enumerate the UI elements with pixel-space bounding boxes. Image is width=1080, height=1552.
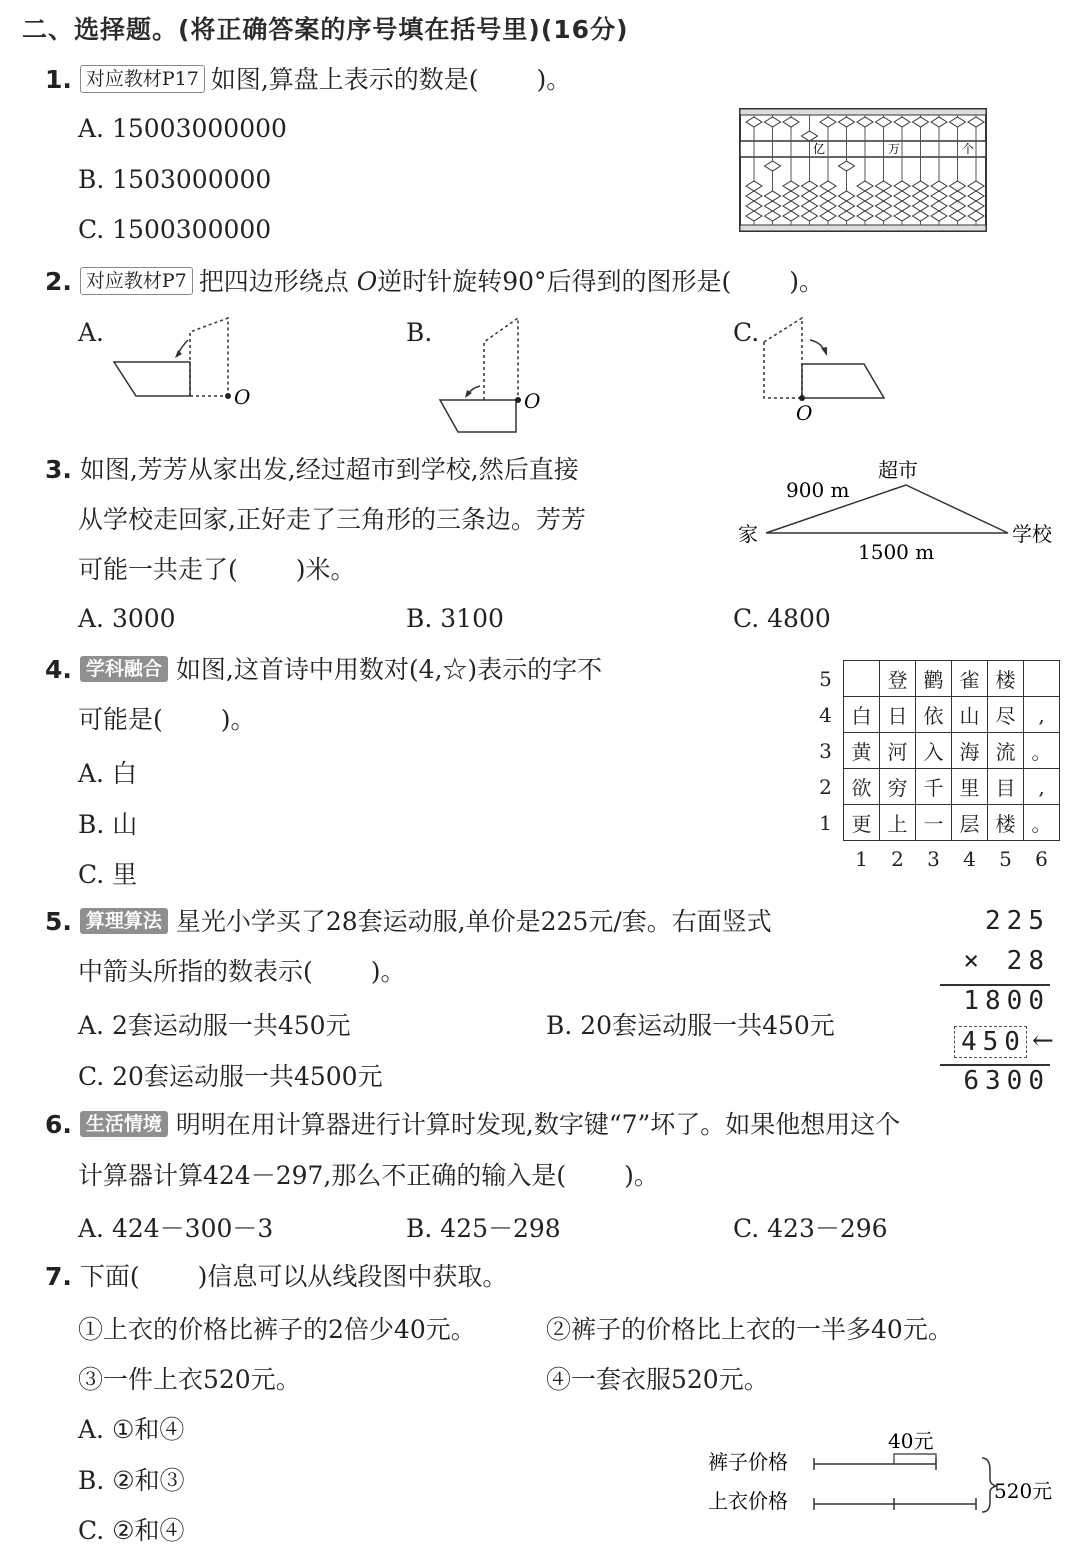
q7-statement-2: ②裤子的价格比上衣的一半多40元。 xyxy=(546,1315,953,1344)
abacus-lower-bead xyxy=(950,181,966,191)
abacus-upper-bead xyxy=(802,131,818,141)
calc-multiplicand: 225 xyxy=(985,906,1050,936)
q7-segment-diagram xyxy=(706,1424,1068,1524)
grid-cell: 日 xyxy=(880,697,916,733)
q4-stem-line-1 xyxy=(45,652,602,688)
q7-text-1: 下面( xyxy=(79,1262,140,1291)
q2-option-c[interactable]: C. xyxy=(733,318,760,347)
abacus-lower-bead xyxy=(913,191,929,201)
q2-number: 2. xyxy=(45,267,72,296)
abacus-lower-bead xyxy=(968,191,984,201)
grid-cell: 里 xyxy=(952,769,988,805)
q2-b-point-label: O xyxy=(524,389,541,413)
grid-cell: 一 xyxy=(916,805,952,841)
grid-cell: 更 xyxy=(844,805,880,841)
q3-text-3: 可能一共走了( xyxy=(78,555,238,584)
q7-number: 7. xyxy=(45,1262,72,1291)
section-title: 二、选择题。(将正确答案的序号填在括号里)(16分) xyxy=(22,15,629,44)
abacus-lower-bead xyxy=(931,201,947,211)
q4-poem-grid xyxy=(808,660,1060,876)
calc-product: 6300 xyxy=(963,1066,1050,1096)
abacus-lower-bead xyxy=(820,201,836,211)
q1-textbook-tag: 对应教材P17 xyxy=(80,65,205,93)
grid-row xyxy=(808,769,1060,805)
abacus-lower-bead xyxy=(765,161,781,171)
q3-stem-line-1 xyxy=(45,452,579,488)
q3-option-b[interactable]: B. 3100 xyxy=(406,604,504,633)
abacus-lower-bead xyxy=(839,191,855,201)
grid-row-label: 1 xyxy=(819,810,832,835)
diagram-label-pants: 裤子价格 xyxy=(708,1450,788,1474)
q6-stem-line-1 xyxy=(45,1107,900,1143)
abacus-upper-bead xyxy=(894,117,910,127)
q3-label-school: 学校 xyxy=(1012,522,1052,546)
abacus-lower-bead xyxy=(765,211,781,221)
q4-text-3: )。 xyxy=(220,705,256,734)
abacus-lower-bead xyxy=(857,181,873,191)
grid-col-labels xyxy=(808,841,1060,877)
abacus-lower-bead xyxy=(857,191,873,201)
grid-cell: 层 xyxy=(952,805,988,841)
abacus-lower-bead xyxy=(931,181,947,191)
calc-partial-2-row xyxy=(940,1026,1054,1066)
q1-option-a[interactable]: A. 15003000000 xyxy=(78,114,287,143)
q5-option-a[interactable]: A. 2套运动服一共450元 xyxy=(78,1011,351,1040)
q1-number: 1. xyxy=(45,65,72,94)
grid-col-label: 1 xyxy=(855,846,868,871)
q5-stem-line-1 xyxy=(45,904,772,940)
grid-row-label: 2 xyxy=(819,774,832,799)
grid-cell: 穷 xyxy=(880,769,916,805)
grid-cell: 尽 xyxy=(988,697,1024,733)
abacus-upper-bead xyxy=(857,117,873,127)
abacus-lower-bead xyxy=(950,211,966,221)
q4-option-a[interactable]: A. 白 xyxy=(78,759,137,788)
q6-option-a[interactable]: A. 424－300－3 xyxy=(78,1214,274,1243)
grid-cell: 。 xyxy=(1024,805,1060,841)
abacus-lower-bead xyxy=(894,181,910,191)
q5-text-1: 星光小学买了28套运动服,单价是225元/套。右面竖式 xyxy=(175,907,772,936)
abacus-lower-bead xyxy=(913,211,929,221)
q5-vertical-calc xyxy=(940,906,1054,1106)
grid-cell: 依 xyxy=(916,697,952,733)
grid-cell: 山 xyxy=(952,697,988,733)
q5-stem-line-2 xyxy=(78,954,406,990)
q2-figure-c xyxy=(760,312,890,424)
abacus-upper-bead xyxy=(931,117,947,127)
abacus-upper-bead xyxy=(913,117,929,127)
grid-cell: 楼 xyxy=(988,661,1024,697)
abacus-lower-bead xyxy=(913,201,929,211)
q7-option-c[interactable]: C. ②和④ xyxy=(78,1516,185,1545)
grid-cell: 海 xyxy=(952,733,988,769)
calc-multiplier: × 28 xyxy=(940,946,1050,986)
abacus-lower-bead xyxy=(894,201,910,211)
abacus-lower-bead xyxy=(876,201,892,211)
q1-stem xyxy=(45,62,571,98)
grid-cell xyxy=(1024,661,1060,697)
abacus-lower-bead xyxy=(783,181,799,191)
diagram-label-total: 520元 xyxy=(994,1479,1053,1503)
abacus-upper-bead xyxy=(839,117,855,127)
q3-text-1: 如图,芳芳从家出发,经过超市到学校,然后直接 xyxy=(79,455,579,484)
abacus-lower-bead xyxy=(968,201,984,211)
q2-stem-text-2: 逆时针旋转90°后得到的图形是( xyxy=(377,267,732,296)
q1-option-b[interactable]: B. 1503000000 xyxy=(78,165,272,194)
q6-option-b[interactable]: B. 425－298 xyxy=(406,1214,561,1243)
q2-figure-b xyxy=(432,312,582,436)
grid-cell: 。 xyxy=(1024,733,1060,769)
abacus-lower-bead xyxy=(820,181,836,191)
grid-row-label: 3 xyxy=(819,738,832,763)
grid-cell: 登 xyxy=(880,661,916,697)
grid-row xyxy=(808,661,1060,697)
grid-cell: 鹳 xyxy=(916,661,952,697)
abacus-lower-bead xyxy=(876,211,892,221)
q7-option-a[interactable]: A. ①和④ xyxy=(78,1415,185,1444)
q2-option-b[interactable]: B. xyxy=(406,318,433,347)
abacus-lower-bead xyxy=(783,201,799,211)
q2-stem-end: )。 xyxy=(789,267,825,296)
grid-row xyxy=(808,697,1060,733)
q6-text-3: )。 xyxy=(624,1161,659,1190)
grid-cell: 河 xyxy=(880,733,916,769)
q4-text-1: 如图,这首诗中用数对(4,☆)表示的字不 xyxy=(175,655,603,684)
q7-option-b[interactable]: B. ②和③ xyxy=(78,1466,185,1495)
abacus-lower-bead xyxy=(950,191,966,201)
grid-col-label: 6 xyxy=(1035,846,1048,871)
abacus-lower-bead xyxy=(783,211,799,221)
q3-number: 3. xyxy=(45,455,72,484)
q1-option-c[interactable]: C. 1500300000 xyxy=(78,215,272,244)
grid-cell: , xyxy=(1024,769,1060,805)
grid-row-label: 5 xyxy=(819,666,832,691)
q3-label-side1: 900 m xyxy=(786,478,850,502)
abacus-lower-bead xyxy=(876,191,892,201)
abacus-figure xyxy=(738,106,990,236)
abacus-lower-bead xyxy=(913,181,929,191)
q2-option-a[interactable]: A. xyxy=(78,318,105,347)
q7-text-2: )信息可以从线段图中获取。 xyxy=(197,1262,508,1291)
q4-stem-line-2 xyxy=(78,702,256,738)
abacus-lower-bead xyxy=(857,211,873,221)
grid-col-label: 3 xyxy=(927,846,940,871)
q7-statement-1: ①上衣的价格比裤子的2倍少40元。 xyxy=(78,1315,476,1344)
q3-label-side2: 1500 m xyxy=(858,540,935,564)
abacus-lower-bead xyxy=(820,211,836,221)
grid-cell: 楼 xyxy=(988,805,1024,841)
abacus-rods xyxy=(746,115,984,225)
abacus-upper-bead xyxy=(783,117,799,127)
q3-option-c[interactable]: C. 4800 xyxy=(733,604,831,633)
diagram-label-top: 上衣价格 xyxy=(708,1489,788,1513)
grid-cell: 欲 xyxy=(844,769,880,805)
abacus-lower-bead xyxy=(802,201,818,211)
q5-text-2: 中箭头所指的数表示( xyxy=(78,957,313,986)
q5-option-b[interactable]: B. 20套运动服一共450元 xyxy=(546,1011,835,1040)
q4-tag: 学科融合 xyxy=(80,656,168,682)
grid-cell: 目 xyxy=(988,769,1024,805)
abacus-lower-bead xyxy=(931,191,947,201)
abacus-lower-bead xyxy=(876,181,892,191)
grid-cell: 流 xyxy=(988,733,1024,769)
abacus-lower-bead xyxy=(746,211,762,221)
q3-stem-line-2: 从学校走回家,正好走了三角形的三条边。芳芳 xyxy=(78,505,586,534)
abacus-lower-bead xyxy=(746,181,762,191)
grid-col-label: 2 xyxy=(891,846,904,871)
abacus-lower-bead xyxy=(746,201,762,211)
abacus-lower-bead xyxy=(765,191,781,201)
q2-stem xyxy=(45,264,824,300)
q3-label-market: 超市 xyxy=(878,458,918,482)
q4-text-2: 可能是( xyxy=(78,705,163,734)
q6-option-c[interactable]: C. 423－296 xyxy=(733,1214,888,1243)
q3-stem-line-3 xyxy=(78,552,356,588)
abacus-upper-bead xyxy=(876,117,892,127)
abacus-upper-bead xyxy=(950,117,966,127)
q3-option-a[interactable]: A. 3000 xyxy=(78,604,176,633)
q6-number: 6. xyxy=(45,1110,72,1139)
grid-cell: 雀 xyxy=(952,661,988,697)
grid-cell: 白 xyxy=(844,697,880,733)
abacus-lower-bead xyxy=(783,191,799,201)
q3-label-home: 家 xyxy=(738,522,758,546)
q3-text-4: )米。 xyxy=(295,555,356,584)
abacus-label-ge: 个 xyxy=(962,142,975,156)
calc-partial-2: 450 xyxy=(954,1026,1027,1058)
q1-stem-end: )。 xyxy=(536,65,572,94)
q6-text-2: 计算器计算424－297,那么不正确的输入是( xyxy=(78,1161,567,1190)
abacus-upper-bead xyxy=(746,117,762,127)
abacus-lower-bead xyxy=(857,201,873,211)
q2-c-point-label: O xyxy=(796,401,813,424)
q6-tag: 生活情境 xyxy=(80,1111,168,1137)
abacus-upper-bead xyxy=(765,117,781,127)
q5-number: 5. xyxy=(45,907,72,936)
abacus-lower-bead xyxy=(802,191,818,201)
q5-text-3: )。 xyxy=(370,957,406,986)
abacus-lower-bead xyxy=(839,201,855,211)
q4-number: 4. xyxy=(45,655,72,684)
grid-row xyxy=(808,805,1060,841)
abacus-lower-bead xyxy=(968,211,984,221)
abacus-lower-bead xyxy=(746,191,762,201)
grid-cell xyxy=(844,661,880,697)
grid-col-label: 4 xyxy=(963,846,976,871)
q2-stem-text: 把四边形绕点 xyxy=(198,267,349,296)
calc-partial-1: 1800 xyxy=(963,986,1050,1016)
grid-corner xyxy=(808,841,844,877)
q6-stem-line-2 xyxy=(78,1158,659,1194)
abacus-lower-bead xyxy=(765,201,781,211)
abacus-upper-bead xyxy=(968,117,984,127)
grid-cell: 上 xyxy=(880,805,916,841)
grid-cell: 入 xyxy=(916,733,952,769)
abacus-lower-bead xyxy=(894,211,910,221)
q2-figure-a xyxy=(108,312,258,412)
grid-row-label: 4 xyxy=(819,702,832,727)
grid-col-label: 5 xyxy=(999,846,1012,871)
grid-cell: , xyxy=(1024,697,1060,733)
q7-statement-4: ④一套衣服520元。 xyxy=(546,1365,769,1394)
q7-stem xyxy=(45,1259,507,1295)
diagram-label-diff: 40元 xyxy=(888,1429,934,1453)
abacus-lower-bead xyxy=(839,161,855,171)
abacus-label-wan: 万 xyxy=(888,142,901,156)
q1-stem-text: 如图,算盘上表示的数是( xyxy=(210,65,479,94)
abacus-lower-bead xyxy=(839,211,855,221)
calc-arrow-icon: ← xyxy=(1032,1026,1054,1056)
abacus-lower-bead xyxy=(931,211,947,221)
abacus-lower-bead xyxy=(968,181,984,191)
q4-option-c[interactable]: C. 里 xyxy=(78,860,138,889)
grid-row xyxy=(808,733,1060,769)
abacus-lower-bead xyxy=(950,201,966,211)
abacus-lower-bead xyxy=(894,191,910,201)
q2-a-point-label: O xyxy=(234,385,251,409)
q6-text-1: 明明在用计算器进行计算时发现,数字键“7”坏了。如果他想用这个 xyxy=(175,1110,901,1139)
abacus-upper-bead xyxy=(820,117,836,127)
abacus-label-yi: 亿 xyxy=(813,142,826,156)
q5-option-c[interactable]: C. 20套运动服一共4500元 xyxy=(78,1062,383,1091)
grid-cell: 千 xyxy=(916,769,952,805)
abacus-lower-bead xyxy=(802,211,818,221)
q2-textbook-tag: 对应教材P7 xyxy=(80,267,193,295)
q5-tag: 算理算法 xyxy=(80,908,168,934)
grid-cell: 黄 xyxy=(844,733,880,769)
q7-statement-3: ③一件上衣520元。 xyxy=(78,1365,301,1394)
q2-point-o: O xyxy=(356,267,378,296)
abacus-lower-bead xyxy=(820,191,836,201)
abacus-lower-bead xyxy=(802,181,818,191)
q3-triangle-figure xyxy=(736,455,1066,570)
q4-option-b[interactable]: B. 山 xyxy=(78,810,138,839)
